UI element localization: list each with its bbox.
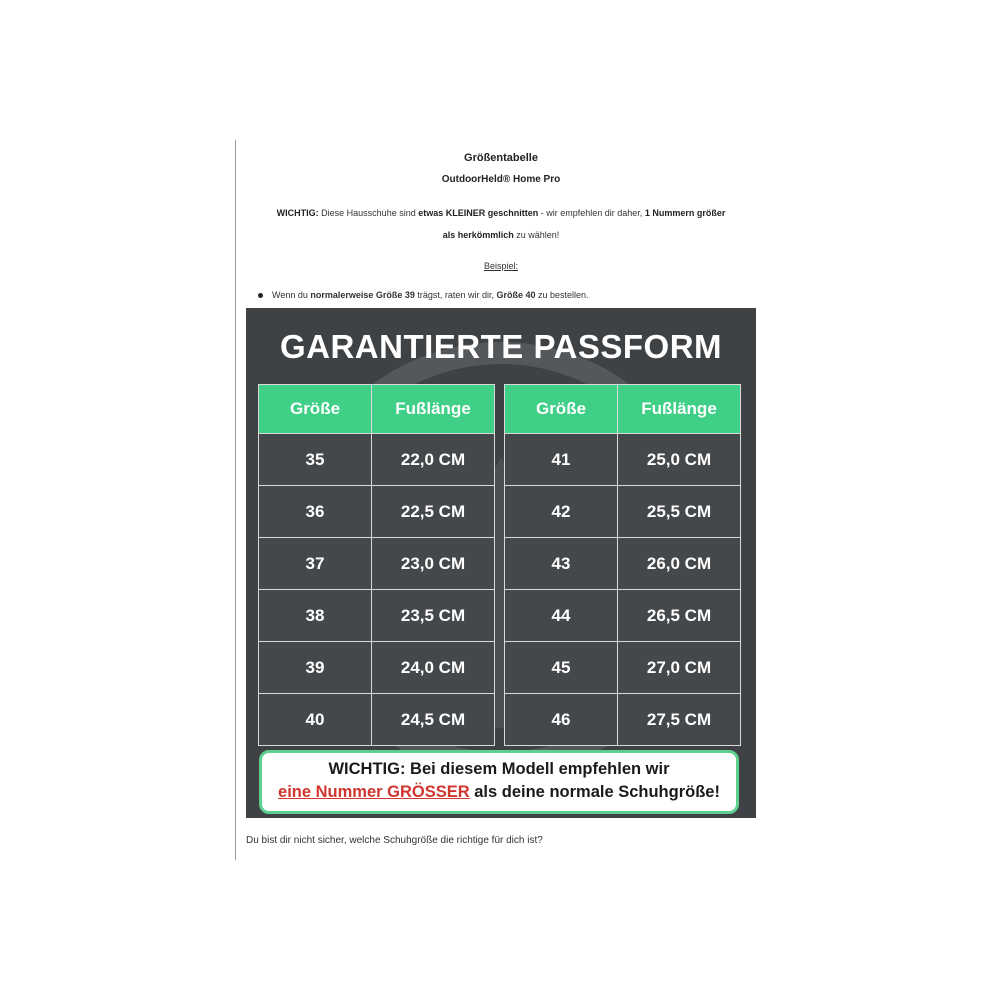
size-chart-panel: [246, 308, 756, 818]
table-row: [505, 694, 741, 746]
length-cell: 22,5 CM: [372, 486, 495, 538]
banner-highlight: eine Nummer GRÖSSER: [278, 783, 470, 801]
example-label: Beispiel:: [483, 261, 519, 271]
size-cell: 43: [505, 538, 618, 590]
table-row: [505, 590, 741, 642]
length-cell: 23,5 CM: [372, 590, 495, 642]
length-cell: 24,5 CM: [372, 694, 495, 746]
example-text-3: zu bestellen.: [535, 290, 589, 300]
table-header-row: [259, 385, 495, 434]
note-bold-3: als herkömmlich: [442, 230, 514, 240]
example-text-1: Wenn du: [272, 290, 311, 300]
length-cell: 27,5 CM: [618, 694, 741, 746]
header-size: Größe: [505, 385, 618, 434]
table-row: [259, 434, 495, 486]
table-row: [259, 538, 495, 590]
recommendation-banner: [259, 750, 739, 814]
table-header-row: [505, 385, 741, 434]
page-title: Größentabelle: [464, 152, 538, 164]
left-divider: [235, 140, 236, 860]
banner-line-2: [262, 783, 736, 802]
banner-rest: als deine normale Schuhgröße!: [469, 783, 720, 801]
table-row: [259, 642, 495, 694]
size-cell: 40: [259, 694, 372, 746]
size-cell: 35: [259, 434, 372, 486]
example-bold-1: normalerweise Größe 39: [310, 290, 415, 300]
example-bullet: [258, 290, 589, 300]
header-length: Fußlänge: [618, 385, 741, 434]
length-cell: 26,5 CM: [618, 590, 741, 642]
product-name: OutdoorHeld® Home Pro: [441, 174, 561, 185]
length-cell: 27,0 CM: [618, 642, 741, 694]
size-cell: 44: [505, 590, 618, 642]
example-bold-2: Größe 40: [496, 290, 536, 300]
example-text-2: trägst, raten wir dir,: [414, 290, 497, 300]
header-length: Fußlänge: [372, 385, 495, 434]
table-row: [505, 538, 741, 590]
banner-line-1: WICHTIG: Bei diesem Modell empfehlen wir: [328, 760, 670, 778]
size-cell: 38: [259, 590, 372, 642]
size-cell: 37: [259, 538, 372, 590]
length-cell: 22,0 CM: [372, 434, 495, 486]
passform-title: GARANTIERTE PASSFORM: [279, 328, 723, 365]
note-bold-2: 1 Nummern größer: [644, 208, 726, 218]
size-cell: 42: [505, 486, 618, 538]
table-row: [505, 642, 741, 694]
table-row: [505, 434, 741, 486]
size-cell: 45: [505, 642, 618, 694]
length-cell: 23,0 CM: [372, 538, 495, 590]
size-table-right: [504, 384, 741, 746]
table-row: [259, 694, 495, 746]
table-row: [505, 486, 741, 538]
note-text-3: zu wählen!: [513, 230, 560, 240]
note-text-1: Diese Hausschuhe sind: [318, 208, 419, 218]
header-size: Größe: [259, 385, 372, 434]
important-note: [236, 202, 766, 246]
table-row: [259, 590, 495, 642]
size-cell: 36: [259, 486, 372, 538]
note-bold-1: etwas KLEINER geschnitten: [418, 208, 539, 218]
length-cell: 26,0 CM: [618, 538, 741, 590]
size-table-left: [258, 384, 495, 746]
size-cell: 46: [505, 694, 618, 746]
footer-question: Du bist dir nicht sicher, welche Schuhgröße die richtige für dich ist?: [246, 835, 543, 846]
table-row: [259, 486, 495, 538]
size-cell: 41: [505, 434, 618, 486]
size-cell: 39: [259, 642, 372, 694]
length-cell: 25,0 CM: [618, 434, 741, 486]
bullet-dot-icon: [258, 293, 263, 298]
note-text-2: - wir empfehlen dir daher,: [538, 208, 645, 218]
length-cell: 24,0 CM: [372, 642, 495, 694]
length-cell: 25,5 CM: [618, 486, 741, 538]
note-label: WICHTIG:: [276, 208, 319, 218]
